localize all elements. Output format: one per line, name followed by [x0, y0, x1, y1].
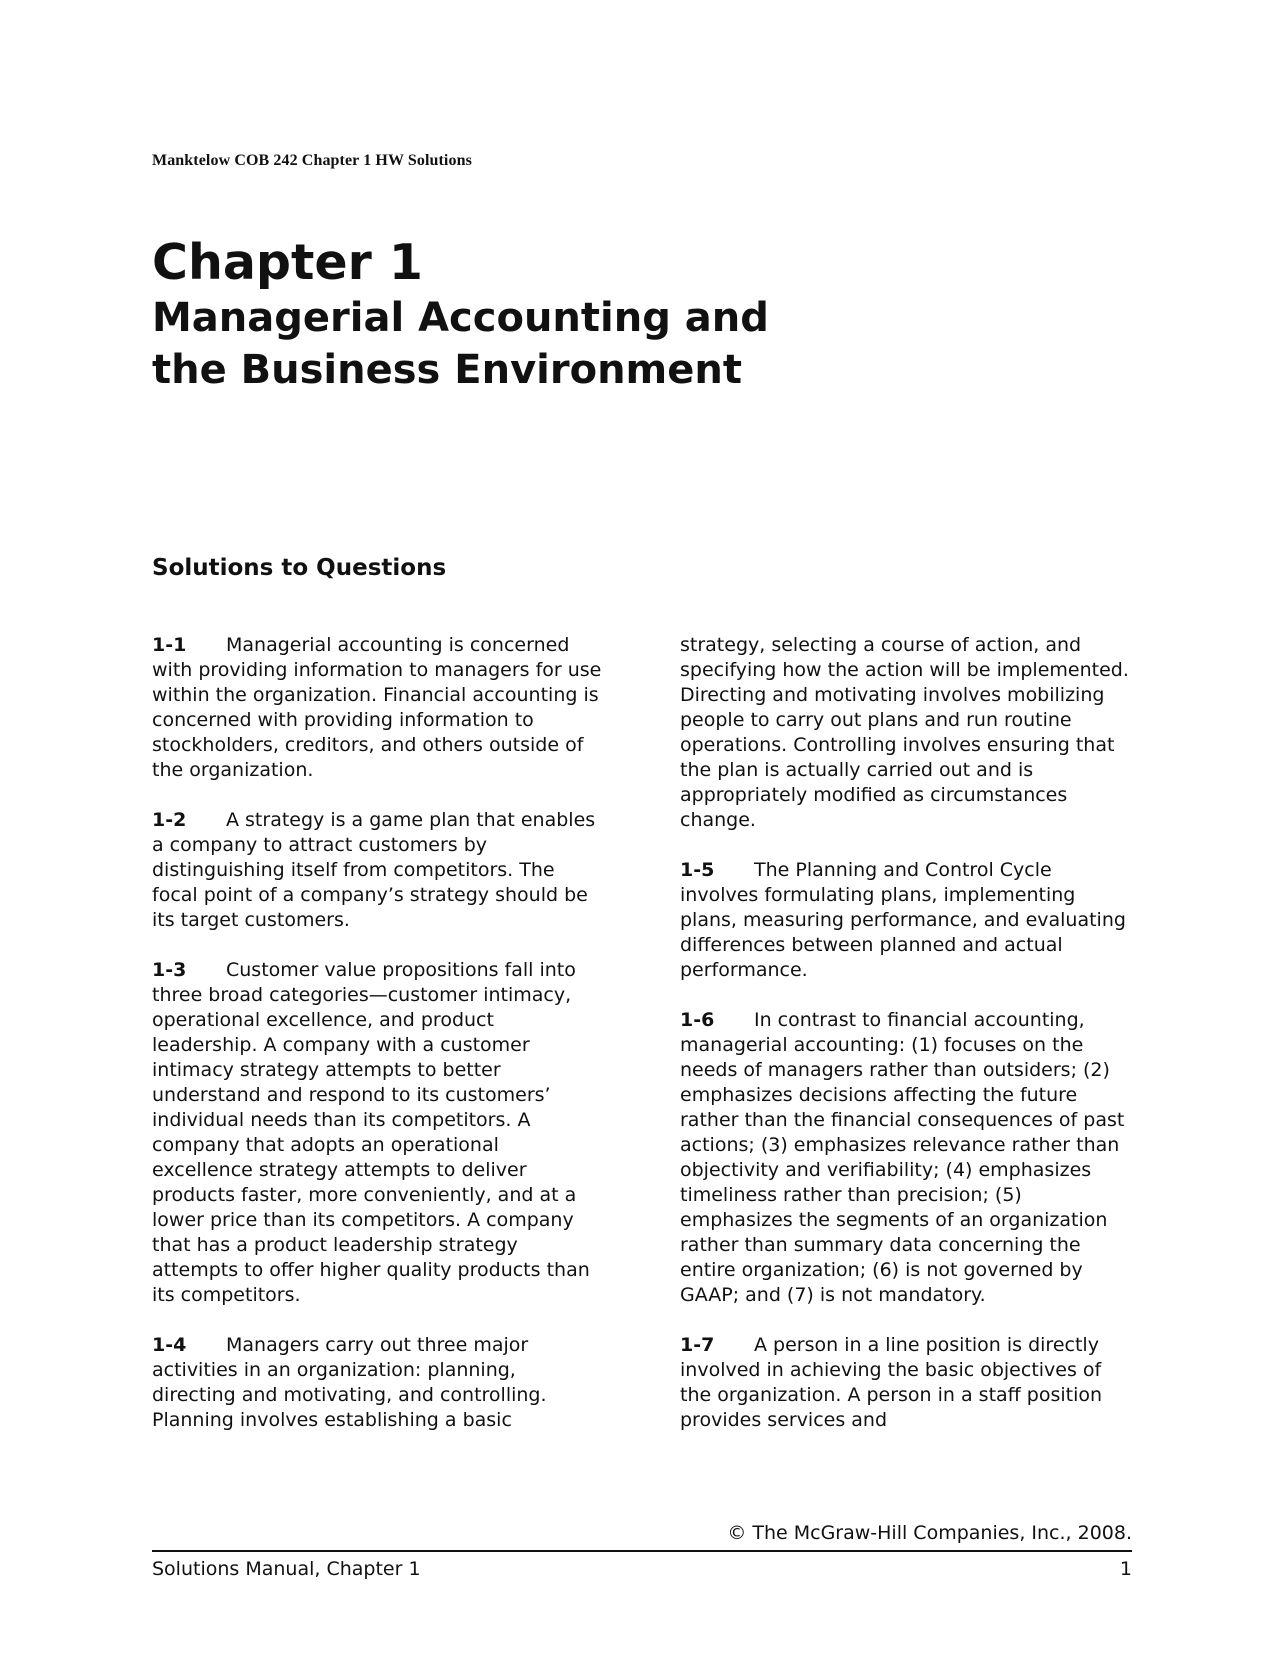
question-number: 1-5 [680, 859, 715, 881]
section-heading: Solutions to Questions [152, 555, 447, 581]
question-text: Customer value propositions fall into three broad categories—customer intimacy, operational excellence, and product leadership. A company with a customer intimacy strategy attempts to better understand and respond to its customers’ individual needs than its competitors. A company that adopts an operational excellence strategy attempts to deliver products faster, more conveniently, and at a lower price than its competitors. A company that has a product leadership strategy attempts to offer higher quality products than its competitors. [152, 959, 590, 1306]
footer-rule [152, 1550, 1132, 1552]
chapter-title: Managerial Accounting and the Business Environment [152, 295, 769, 393]
question-text: Managers carry out three major activities in an organization: planning, directing and motivating, and controlling. Planning involves establishing a basic [152, 1334, 547, 1431]
question-text: Managerial accounting is concerned with providing information to managers for use within the organization. Financial accounting is concerned with providing information to stockholders, creditors, and others outside of the organization. [152, 634, 602, 781]
question-number: 1-6 [680, 1009, 715, 1031]
question-number: 1-4 [152, 1334, 187, 1356]
question-paragraph [680, 858, 1130, 983]
copyright-notice: © The McGraw-Hill Companies, Inc., 2008. [727, 1522, 1132, 1544]
question-paragraph [152, 958, 602, 1308]
question-paragraph [152, 1333, 602, 1433]
running-head: Manktelow COB 242 Chapter 1 HW Solutions [152, 152, 472, 169]
question-text: In contrast to financial accounting, managerial accounting: (1) focuses on the needs of managers rather than outsiders; (2) emphasizes decisions affecting the future rather than the financial consequences of past actions; (3) emphasizes relevance rather than objectivity and verifiability; (4) emphasizes timeliness rather than precision; (5) emphasizes the segments of an organization rather than summary data concerning the entire organization; (6) is not governed by GAAP; and (7) is not mandatory. [680, 1009, 1125, 1306]
question-text: A person in a line position is directly involved in achieving the basic objectives of the organization. A person in a staff position provides services and [680, 1334, 1103, 1431]
title-block [152, 234, 772, 396]
question-paragraph-continued [680, 633, 1130, 833]
chapter-number: Chapter 1 [152, 234, 423, 291]
question-number: 1-7 [680, 1334, 715, 1356]
question-paragraph [152, 633, 602, 783]
question-paragraph [680, 1333, 1130, 1433]
question-text: strategy, selecting a course of action, and specifying how the action will be implemented. Directing and motivating involves mobilizing people to carry out plans and run routine operations. Controlling involves ensuring that the plan is actually carried out and is appropriately modified as circumstances change. [680, 634, 1129, 831]
question-number: 1-2 [152, 809, 187, 831]
question-paragraph [152, 808, 602, 933]
footer-label: Solutions Manual, Chapter 1 [152, 1558, 421, 1580]
question-number: 1-3 [152, 959, 187, 981]
question-paragraph [680, 1008, 1130, 1308]
question-text: The Planning and Control Cycle involves formulating plans, implementing plans, measuring performance, and evaluating differences between planned and actual performance. [680, 859, 1126, 981]
question-text: A strategy is a game plan that enables a company to attract customers by distinguishing itself from competitors. The focal point of a company’s strategy should be its target customers. [152, 809, 596, 931]
left-column [152, 633, 602, 1458]
right-column [680, 633, 1130, 1458]
page-number: 1 [1119, 1558, 1132, 1580]
question-number: 1-1 [152, 634, 187, 656]
